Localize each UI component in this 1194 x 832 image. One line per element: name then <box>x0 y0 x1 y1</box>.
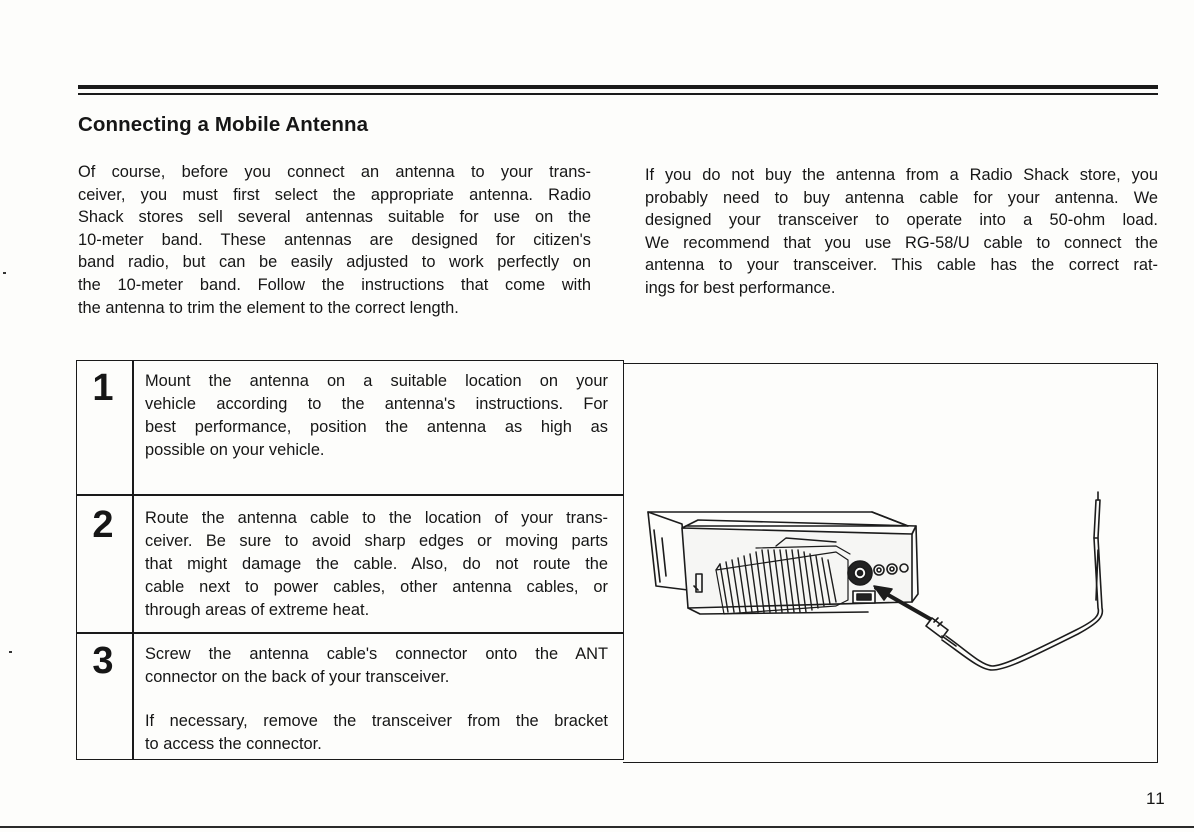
text-line: that might damage the cable. Also, do not route the <box>145 555 608 573</box>
page-number: 11 <box>1146 789 1166 808</box>
margin-mark <box>3 272 6 274</box>
number-column-divider <box>132 360 134 760</box>
transceiver-antenna-illustration <box>636 490 1116 680</box>
text-line: possible on your vehicle. <box>145 441 325 459</box>
text-line: cable next to power cables, other antenna cables, or <box>145 578 608 596</box>
text-line: connector on the back of your transceiver. <box>145 668 450 686</box>
intro-paragraph-left <box>78 161 591 319</box>
header-rule-thick <box>78 85 1158 89</box>
text-line: 10-meter band. These antennas are designed for citizen's <box>78 230 591 249</box>
text-line: band radio, but can be easily adjusted to work perfectly on <box>78 253 591 272</box>
step-number: 2 <box>92 504 114 546</box>
text-line: ings for best performance. <box>645 278 836 297</box>
text-line: antenna to your transceiver. This cable has the correct rat- <box>645 256 1158 275</box>
text-line: Screw the antenna cable's connector onto the ANT <box>145 645 608 663</box>
step-2-text <box>145 507 608 622</box>
step-1-text <box>145 370 608 462</box>
text-line: designed your transceiver to operate into a 50-ohm load. <box>645 211 1158 230</box>
text-line: ceiver, you must first select the appropriate antenna. Radio <box>78 185 591 204</box>
step-number: 3 <box>92 640 114 682</box>
intro-paragraph-right <box>645 164 1158 300</box>
text-line: vehicle according to the antenna's instructions. For <box>145 395 608 413</box>
step-number: 1 <box>92 367 114 409</box>
antenna-cable <box>942 538 1102 670</box>
text-line: best performance, position the antenna as high as <box>145 418 608 436</box>
text-line: through areas of extreme heat. <box>145 601 370 619</box>
text-line: the 10-meter band. Follow the instructions that come with <box>78 275 591 294</box>
text-line: ceiver. Be sure to avoid sharp edges or moving parts <box>145 532 608 550</box>
text-line: Mount the antenna on a suitable location on your <box>145 372 608 390</box>
step-3-note <box>145 710 608 756</box>
text-line: Route the antenna cable to the location of your trans- <box>145 509 608 527</box>
bottom-edge <box>0 826 1194 828</box>
text-line: to access the connector. <box>145 735 322 753</box>
text-line: probably need to buy antenna cable for your antenna. We <box>645 188 1158 207</box>
text-line: Shack stores sell several antennas suitable for use on the <box>78 208 591 227</box>
cable-plug <box>926 618 956 646</box>
header-rule-thin <box>78 93 1158 95</box>
text-line: Of course, before you connect an antenna to your trans- <box>78 163 591 181</box>
step-3-text <box>145 643 608 689</box>
step-separator <box>76 632 624 634</box>
text-line: If you do not buy the antenna from a Radio Shack store, you <box>645 166 1158 184</box>
text-line: the antenna to trim the element to the correct length. <box>78 298 459 317</box>
text-line: We recommend that you use RG-58/U cable to connect the <box>645 233 1158 252</box>
step-separator <box>76 494 624 496</box>
section-title: Connecting a Mobile Antenna <box>78 113 369 136</box>
text-line: If necessary, remove the transceiver from the bracket <box>145 712 608 730</box>
margin-mark <box>9 651 12 653</box>
